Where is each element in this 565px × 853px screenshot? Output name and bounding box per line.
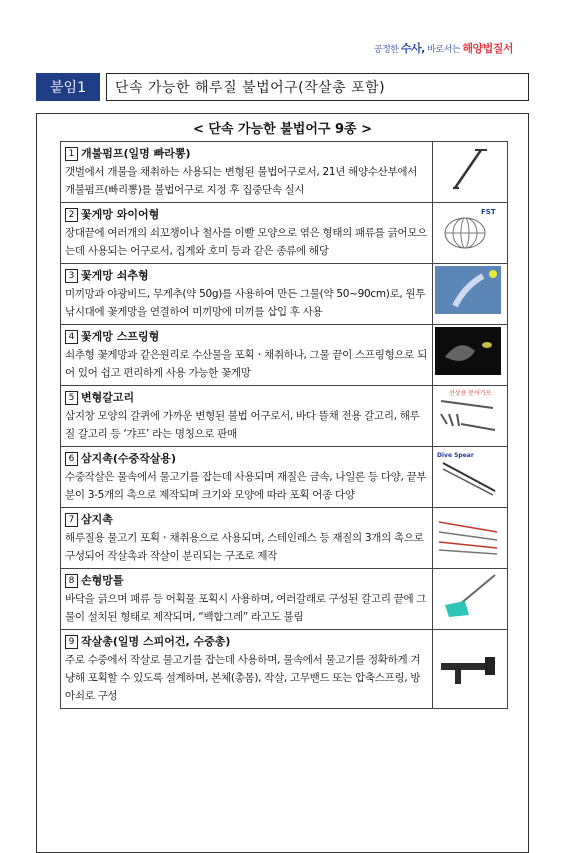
slogan-highlight-investigation: 수사, [400, 42, 425, 55]
item-cell [61, 508, 433, 569]
item-number: 5 [65, 391, 78, 405]
item-number: 2 [65, 208, 78, 222]
slogan-middle: 바로서는 [427, 45, 460, 55]
item-description: 삼지창 모양의 갈퀴에 가까운 변형된 불법 어구로서, 바다 뜰채 전용 갈고리, 해루질 갈고리 등 ‘갸프’ 라는 명칭으로 판매 [65, 410, 420, 440]
item-description: 수중작살은 물속에서 물고기를 잡는데 사용되며 재질은 금속, 나일론 등 다양, 끝부분이 3-5개의 촉으로 제작되며 크기와 모양에 따라 포획 어종 다양 [65, 471, 427, 501]
item-number: 9 [65, 635, 78, 649]
item-cell [61, 325, 433, 386]
item-cell [61, 264, 433, 325]
item-title: 3 꽃게망 쇠추형 [65, 267, 428, 285]
item-cell [61, 569, 433, 630]
hook-label: 선상용 문어가프 [449, 390, 492, 397]
item-title: 2 꽃게망 와이어형 [65, 206, 428, 224]
table-row [61, 447, 508, 508]
item-description: 갯벌에서 개불을 채취하는 사용되는 변형된 불법어구로서, 21년 해양수산부에서 개불펌프(빠리뽕)를 불법어구로 지정 후 집중단속 실시 [65, 166, 418, 196]
item-description: 해루질용 물고기 포획ㆍ채취용으로 사용되며, 스테인레스 등 재질의 3개의 촉으로 구성되어 작살촉과 작살이 분리되는 구조로 제작 [65, 532, 424, 562]
item-title: 1 개불펌프(일명 빠라뽕) [65, 145, 428, 163]
item-cell [61, 447, 433, 508]
section-title: < 단속 가능한 불법어구 9종 > [192, 122, 373, 137]
item-description: 장대끝에 여러개의 쇠꼬챙이나 철사를 이빨 모양으로 엮은 형태의 패류를 긁어모으는데 사용되는 어구로서, 집게와 호미 등과 같은 종류에 해당 [65, 227, 427, 257]
spear-tip-image [433, 447, 508, 508]
document-title: 단속 가능한 해루질 불법어구(작살총 포함) [106, 73, 529, 101]
document-header [36, 73, 529, 101]
item-title: 4 꽃게망 스프링형 [65, 328, 428, 346]
item-title: 6 삼지촉(수중작살용) [65, 450, 428, 468]
item-description: 미끼망과 야광비드, 무게추(약 50g)를 사용하여 만든 그물(약 50~90cm)로, 원투 낚시대에 꽃게망을 연결하여 미끼망에 미끼를 삽입 후 사용 [65, 288, 426, 318]
slogan-prefix: 공정한 [373, 45, 399, 55]
item-title: 9 작살총(일명 스피어건, 수중총) [65, 633, 428, 651]
table-row [61, 264, 508, 325]
table-row [61, 630, 508, 709]
pump-image [433, 142, 508, 203]
item-cell [61, 142, 433, 203]
table-row [61, 569, 508, 630]
item-number: 4 [65, 330, 78, 344]
attachment-label: 붙임1 [36, 73, 100, 101]
spear-brand: Dive Spear [437, 452, 474, 459]
item-title: 7 삼지촉 [65, 511, 428, 529]
weighted-net-image [433, 264, 508, 325]
hand-net-image [433, 569, 508, 630]
spring-net-image [433, 325, 508, 386]
item-number: 8 [65, 574, 78, 588]
item-description: 주로 수중에서 작살로 물고기를 잡는데 사용하며, 물속에서 물고기를 정확하게 겨냥해 포획할 수 있도록 설계하며, 본체(총몸), 작살, 고무밴드 또는 압축스프링, 방아쇠로 구성 [65, 654, 421, 702]
item-number: 1 [65, 147, 78, 161]
wire-net-brand: FST [481, 208, 496, 216]
item-number: 3 [65, 269, 78, 283]
speargun-image [433, 630, 508, 709]
item-description: 쇠추형 꽃게망과 같은원리로 수산물을 포획ㆍ채취하나, 그물 끝이 스프링형으로 되어 있어 쉽고 편리하게 사용 가능한 꽃게망 [65, 349, 427, 379]
table-row [61, 508, 508, 569]
table-row [61, 203, 508, 264]
table-row [61, 325, 508, 386]
trident-image [433, 508, 508, 569]
brand-slogan [374, 40, 513, 56]
wire-net-image [433, 203, 508, 264]
illegal-gear-table [60, 141, 508, 709]
item-number: 7 [65, 513, 78, 527]
item-title: 8 손형망틀 [65, 572, 428, 590]
item-cell [61, 203, 433, 264]
item-description: 바닥을 긁으며 패류 등 어획물 포획시 사용하며, 여러갈래로 구성된 갈고리 끝에 그물이 설치된 형태로 제작되며, “백합그레” 라고도 불림 [65, 593, 427, 623]
table-row [61, 386, 508, 447]
table-row [61, 142, 508, 203]
item-number: 6 [65, 452, 78, 466]
item-cell [61, 386, 433, 447]
hook-image [433, 386, 508, 447]
item-cell [61, 630, 433, 709]
item-title: 5 변형갈고리 [65, 389, 428, 407]
slogan-highlight-maritime-order: 해양법질서 [462, 42, 513, 55]
